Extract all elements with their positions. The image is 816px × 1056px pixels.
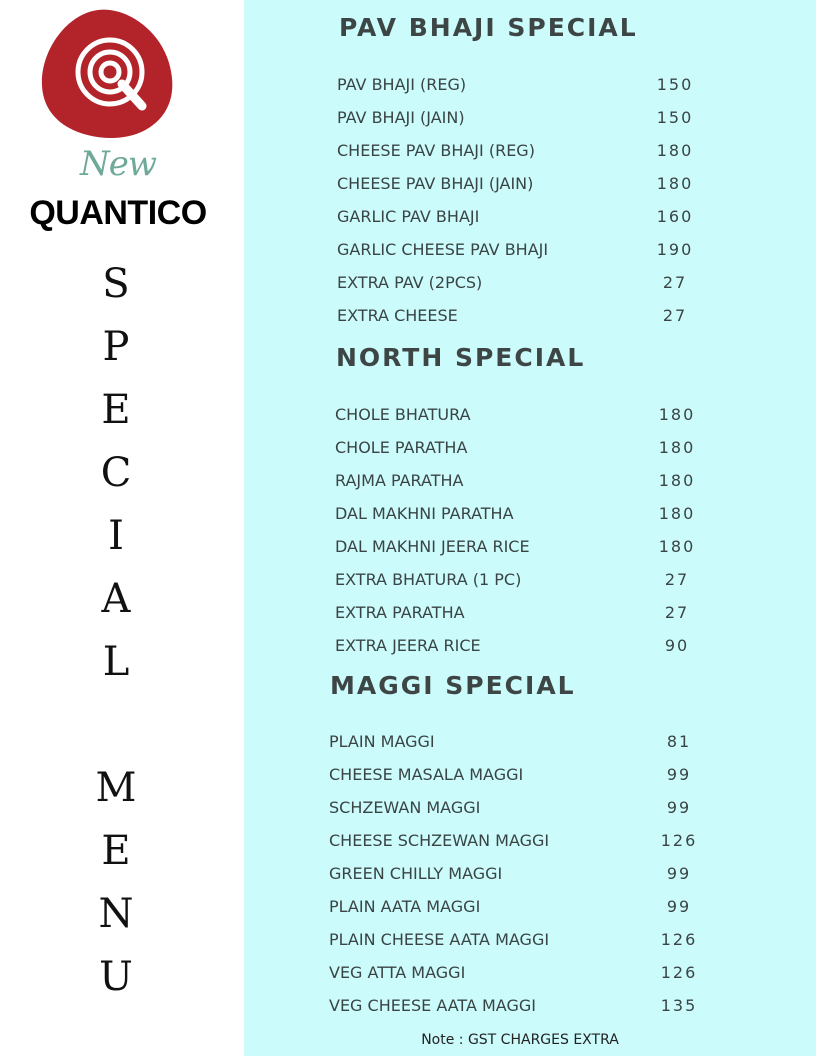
menu-item-price: 150 [656, 75, 694, 94]
section-title: NORTH SPECIAL [336, 343, 586, 372]
menu-item-price: 180 [656, 141, 694, 160]
menu-item-price: 27 [664, 603, 690, 622]
menu-item-price: 27 [662, 306, 688, 325]
menu-item-name: EXTRA PAV (2PCS) [337, 273, 483, 292]
menu-item-name: SCHZEWAN MAGGI [329, 798, 481, 817]
menu-item-name: VEG ATTA MAGGI [329, 963, 466, 982]
menu-item-price: 90 [664, 636, 690, 655]
menu-item-price: 180 [658, 504, 696, 523]
menu-item-price: 180 [658, 438, 696, 457]
menu-item-price: 180 [658, 471, 696, 490]
menu-item-name: EXTRA PARATHA [335, 603, 465, 622]
menu-item-name: PLAIN MAGGI [329, 732, 435, 751]
menu-item-name: CHEESE PAV BHAJI (REG) [337, 141, 535, 160]
menu-item-name: PLAIN AATA MAGGI [329, 897, 481, 916]
menu-item-name: PAV BHAJI (REG) [337, 75, 467, 94]
side-title-letter: C [100, 450, 132, 496]
menu-item-name: PLAIN CHEESE AATA MAGGI [329, 930, 550, 949]
menu-item-name: RAJMA PARATHA [335, 471, 464, 490]
menu-item-price: 190 [656, 240, 694, 259]
section-title: PAV BHAJI SPECIAL [339, 13, 638, 42]
side-title-letter: S [102, 261, 130, 307]
q-logo-icon [40, 6, 176, 142]
menu-item-name: EXTRA JEERA RICE [335, 636, 481, 655]
menu-item-name: GARLIC CHEESE PAV BHAJI [337, 240, 549, 259]
menu-item-name: VEG CHEESE AATA MAGGI [329, 996, 536, 1015]
menu-item-name: EXTRA CHEESE [337, 306, 458, 325]
menu-item-name: CHEESE PAV BHAJI (JAIN) [337, 174, 534, 193]
menu-item-name: EXTRA BHATURA (1 PC) [335, 570, 522, 589]
side-title-letter: E [101, 828, 131, 874]
menu-item-price: 160 [656, 207, 694, 226]
section-title: MAGGI SPECIAL [330, 671, 576, 700]
menu-item-price: 99 [666, 897, 692, 916]
menu-item-name: CHOLE PARATHA [335, 438, 468, 457]
side-title-letter: M [95, 765, 137, 811]
side-title-letter: U [99, 954, 133, 1000]
menu-item-price: 99 [666, 864, 692, 883]
menu-item-name: PAV BHAJI (JAIN) [337, 108, 465, 127]
menu-item-price: 180 [656, 174, 694, 193]
menu-item-name: DAL MAKHNI PARATHA [335, 504, 514, 523]
menu-item-price: 150 [656, 108, 694, 127]
side-title-letter: I [108, 513, 124, 559]
menu-item-price: 27 [662, 273, 688, 292]
menu-item-name: GARLIC PAV BHAJI [337, 207, 480, 226]
side-title-letter: N [98, 891, 134, 937]
menu-item-price: 180 [658, 537, 696, 556]
gst-note: Note : GST CHARGES EXTRA [421, 1032, 619, 1048]
brand-name: QUANTICO [29, 194, 207, 232]
menu-item-name: CHEESE SCHZEWAN MAGGI [329, 831, 550, 850]
menu-item-name: DAL MAKHNI JEERA RICE [335, 537, 530, 556]
menu-item-price: 99 [666, 798, 692, 817]
menu-panel [244, 0, 816, 1056]
menu-item-price: 135 [660, 996, 698, 1015]
side-title-letter: E [101, 387, 131, 433]
menu-item-price: 180 [658, 405, 696, 424]
menu-item-price: 126 [660, 930, 698, 949]
menu-item-price: 27 [664, 570, 690, 589]
menu-item-name: CHOLE BHATURA [335, 405, 471, 424]
brand-prefix: New [80, 144, 156, 184]
side-title-letter: L [102, 639, 130, 685]
menu-item-price: 81 [666, 732, 692, 751]
menu-item-name: GREEN CHILLY MAGGI [329, 864, 503, 883]
menu-item-name: CHEESE MASALA MAGGI [329, 765, 524, 784]
side-title-letter: A [101, 576, 131, 622]
menu-item-price: 126 [660, 963, 698, 982]
menu-item-price: 126 [660, 831, 698, 850]
side-title-letter: P [102, 324, 130, 370]
sidebar [0, 0, 244, 1056]
menu-item-price: 99 [666, 765, 692, 784]
